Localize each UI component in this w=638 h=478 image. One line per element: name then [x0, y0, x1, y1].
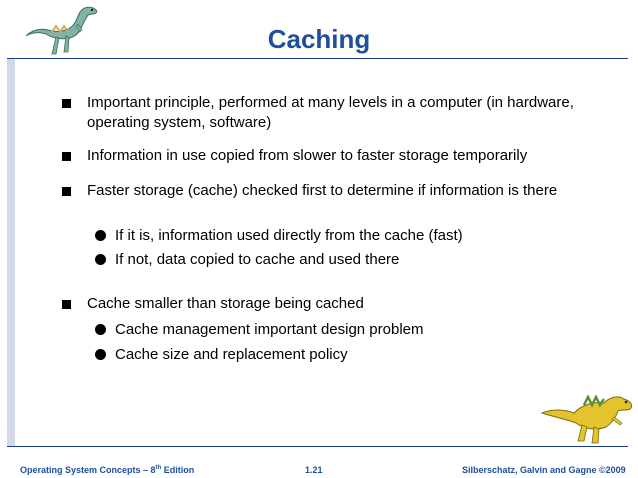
footer-authors: Silberschatz, Galvin and Gagne ©2009 [462, 465, 626, 475]
round-bullet-icon [95, 324, 106, 335]
footer-page-number: 1.21 [305, 465, 323, 475]
bullet-item [62, 181, 582, 201]
square-bullet-icon [62, 99, 71, 108]
slide-title: Caching [267, 24, 371, 54]
sub-bullet-text: If not, data copied to cache and used there [115, 251, 400, 268]
square-bullet-icon [62, 187, 71, 196]
round-bullet-icon [95, 254, 106, 265]
bullet-item [62, 294, 582, 314]
footer-book-superscript: th [155, 465, 162, 471]
dinosaur-logo-icon [538, 383, 638, 451]
footer-book-title [20, 465, 194, 475]
sub-bullet-text: Cache management important design problem [115, 321, 424, 338]
round-bullet-icon [95, 349, 106, 360]
sub-bullet-text: If it is, information used directly from the cache (fast) [115, 227, 463, 244]
square-bullet-icon [62, 152, 71, 161]
sub-bullet-item [94, 250, 574, 270]
sub-bullet-item [94, 226, 574, 246]
sub-bullet-item [94, 320, 574, 340]
bullet-item [62, 93, 582, 133]
sub-bullet-item [94, 345, 574, 365]
bullet-text: Faster storage (cache) checked first to determine if information is there [87, 182, 558, 199]
round-bullet-icon [95, 230, 106, 241]
bullet-text: Information in use copied from slower to faster storage temporarily [87, 147, 528, 164]
sub-bullet-text: Cache size and replacement policy [115, 346, 348, 363]
bullet-item [62, 146, 582, 166]
square-bullet-icon [62, 300, 71, 309]
bullet-text: Cache smaller than storage being cached [87, 295, 364, 312]
footer-book-suffix: Edition [161, 465, 195, 475]
bullet-text: Important principle, performed at many levels in a computer (in hardware, operating system, software) [87, 94, 574, 131]
footer-book-prefix: Operating System Concepts – 8 [20, 465, 156, 475]
